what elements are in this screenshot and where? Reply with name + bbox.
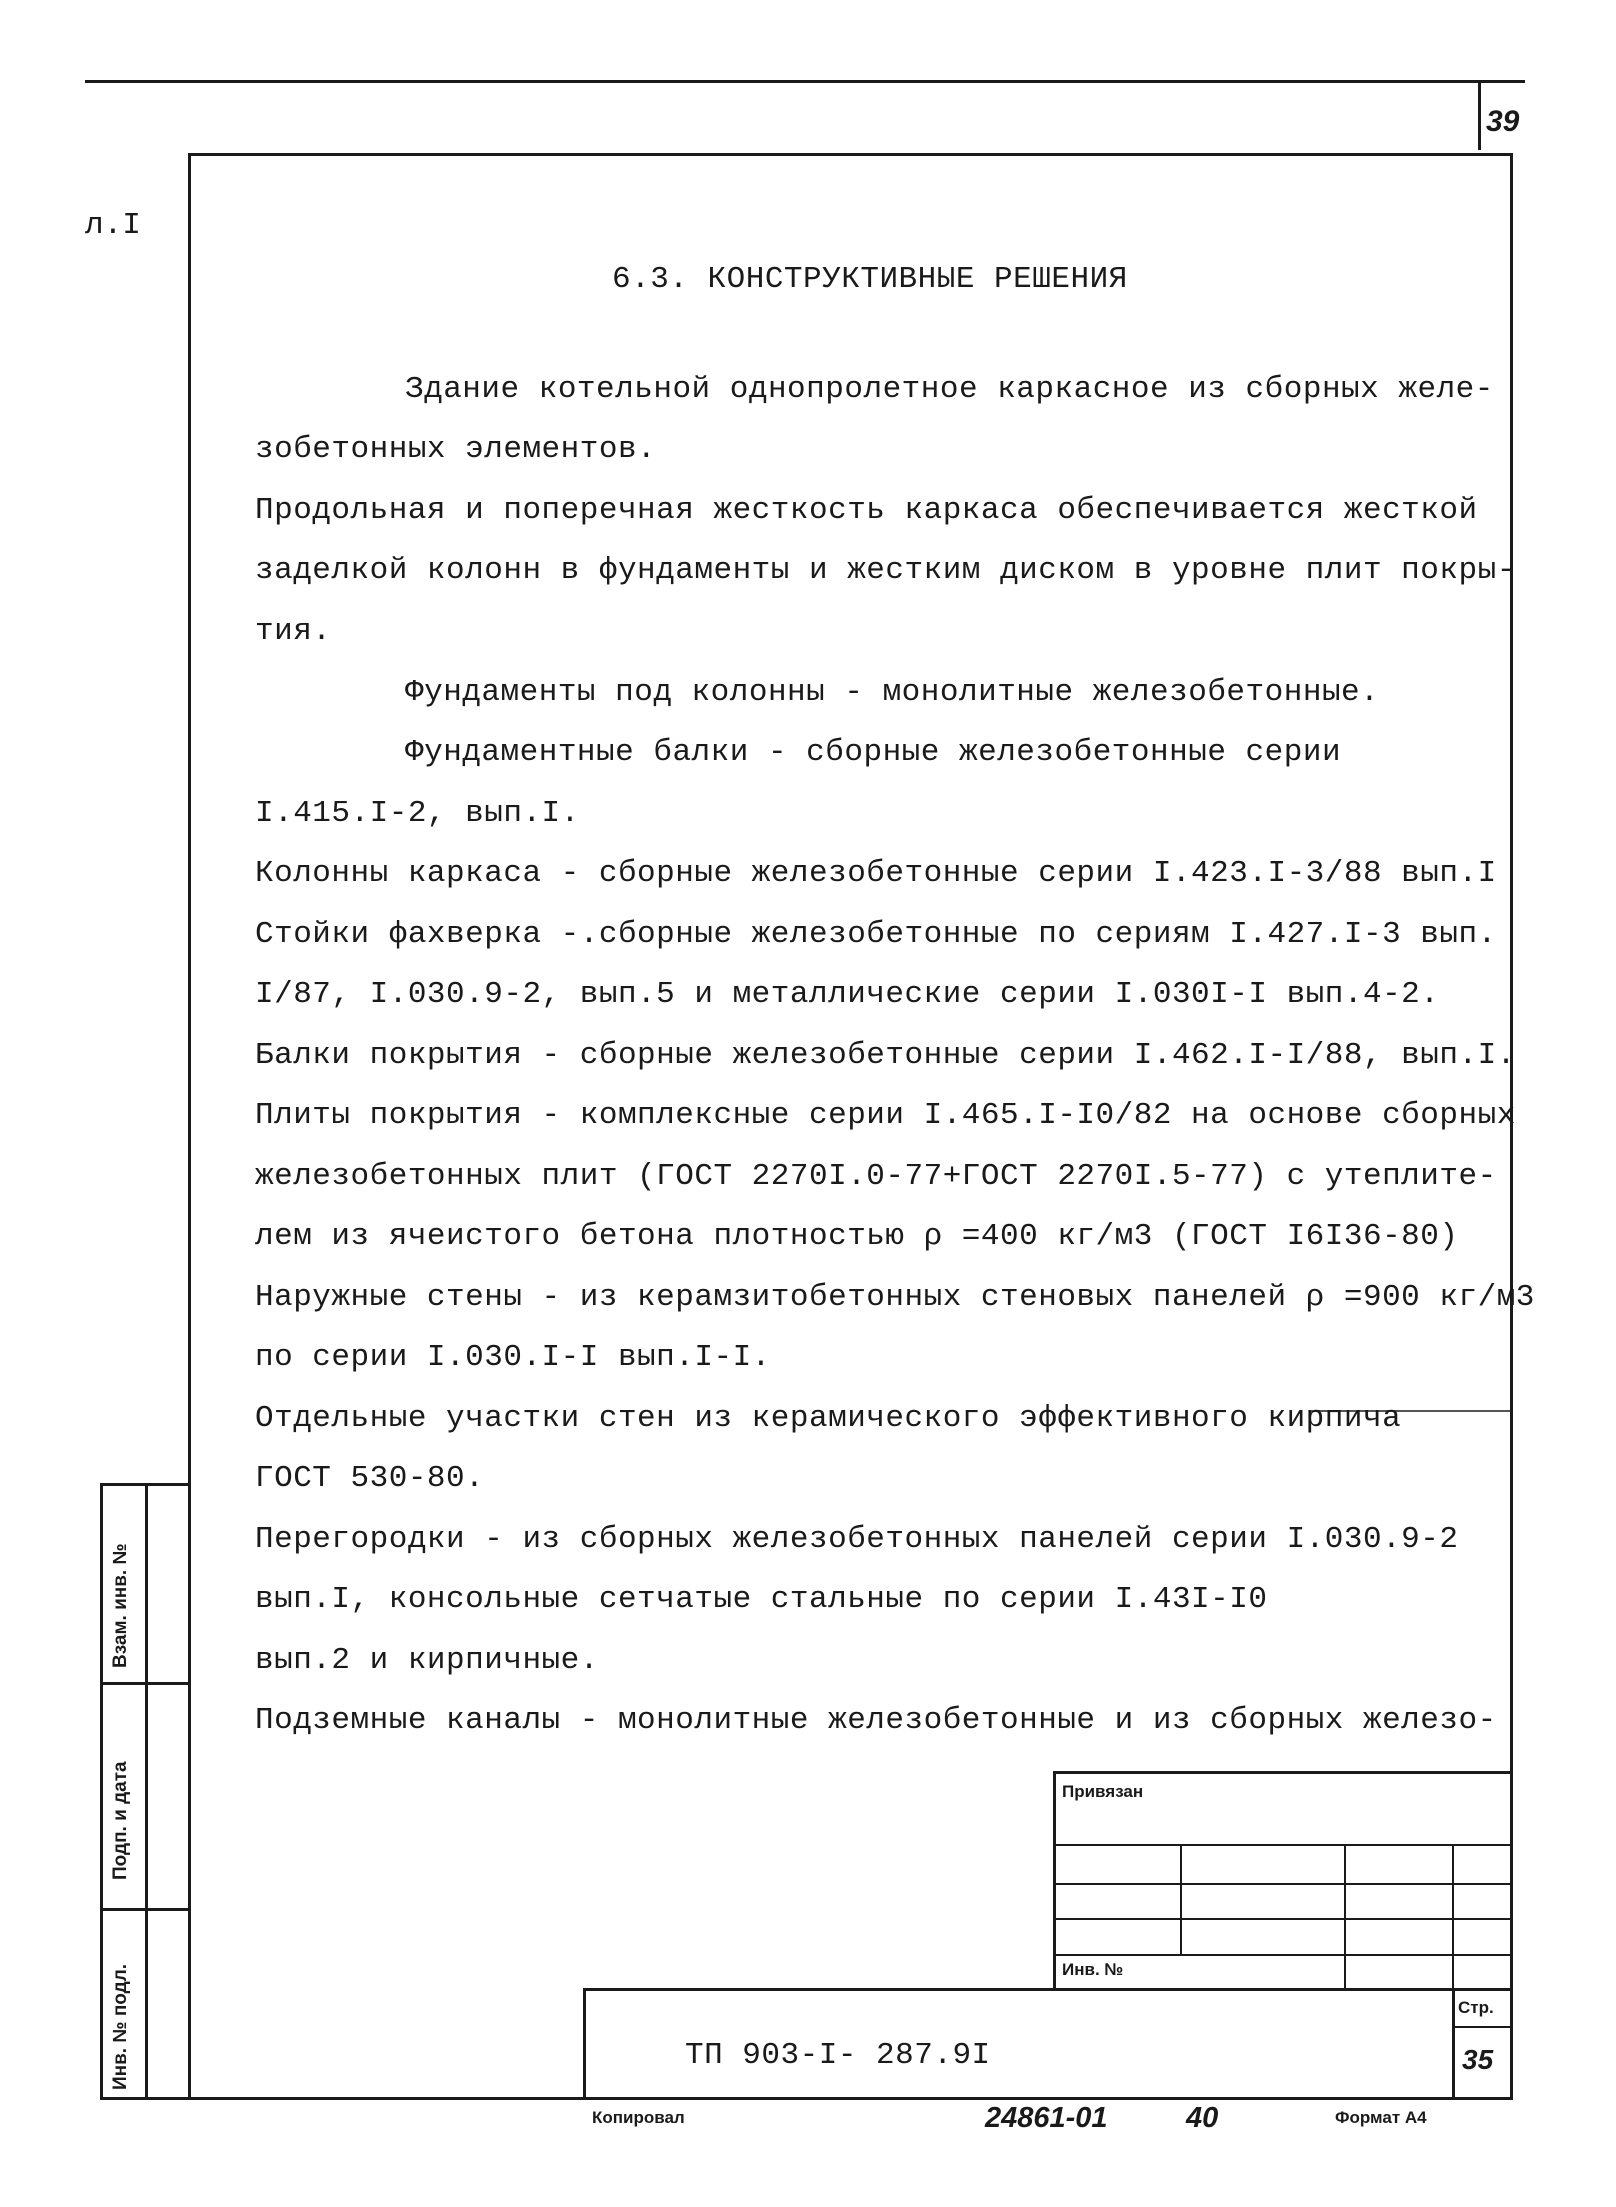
side-stamp-div1: [100, 1682, 190, 1685]
body-line-12: Балки покрытия - сборные железобетонные серии I.462.I-I/88, вып.I.: [255, 1038, 1516, 1073]
document-code: ТП 903-I- 287.9I: [685, 2038, 991, 2073]
copied-label: Копировал: [592, 2108, 685, 2127]
body-line-17: по серии I.030.I-I вып.I-I.: [255, 1340, 771, 1375]
body-line-21: вып.I, консольные сетчатые стальные по серии I.43I-I0: [255, 1582, 1268, 1617]
body-line-4: заделкой колонн в фундаменты и жестким диском в уровне плит покры-: [255, 553, 1516, 588]
body-line-19: ГОСТ 530-80.: [255, 1461, 485, 1496]
tb-upper-top: [1053, 1771, 1513, 1774]
page-number-top: 39: [1486, 105, 1520, 138]
tb-page-div: [1452, 2026, 1513, 2028]
body-line-22: вып.2 и кирпичные.: [255, 1643, 599, 1678]
stamp-number: 24861-01: [985, 2102, 1108, 2134]
body-line-6: Фундаменты под колонны - монолитные железобетонные.: [405, 675, 1380, 710]
body-line-20: Перегородки - из сборных железобетонных панелей серии I.030.9-2: [255, 1522, 1459, 1557]
tb-col-3: [1452, 1844, 1454, 1990]
body-line-23: Подземные каналы - монолитные железобетонные и из сборных железо-: [255, 1703, 1497, 1738]
tb-row-1: [1053, 1844, 1513, 1846]
body-line-8: I.415.I-2, вып.I.: [255, 796, 580, 831]
frame-bottom: [100, 2097, 1513, 2100]
side-stamp-field-1: Взам. инв. №: [110, 1543, 131, 1668]
body-line-13: Плиты покрытия - комплексные серии I.465.I-I0/82 на основе сборных: [255, 1098, 1516, 1133]
body-line-10: Стойки фахверка -.сборные железобетонные по сериям I.427.I-3 вып.: [255, 917, 1497, 952]
stamp-page: 40: [1186, 2102, 1219, 2134]
frame-left: [188, 153, 191, 2099]
side-stamp-div2: [100, 1908, 190, 1911]
body-line-18: Отдельные участки стен из керамического эффективного кирпича: [255, 1401, 1402, 1436]
body-line-16: Наружные стены - из керамзитобетонных стеновых панелей ρ =900 кг/м3: [255, 1280, 1535, 1315]
body-line-11: I/87, I.030.9-2, вып.5 и металлические серии I.030I-I вып.4-2.: [255, 977, 1440, 1012]
tb-row-3: [1053, 1918, 1513, 1920]
tb-row-2: [1053, 1883, 1513, 1885]
side-stamp-field-3: Инв. № подл.: [110, 1963, 131, 2090]
body-line-7: Фундаментные балки - сборные железобетонные серии: [405, 735, 1342, 770]
attached-label: Привязан: [1062, 1782, 1144, 1801]
format-label: Формат А4: [1335, 2108, 1427, 2127]
tb-col-1: [1180, 1844, 1182, 1956]
body-line-5: тия.: [255, 614, 332, 649]
frame-top: [188, 153, 1513, 156]
tb-lower-top: [583, 1988, 1513, 1991]
top-rule: [85, 80, 1525, 83]
side-stamp-field-2: Подп. и дата: [110, 1761, 131, 1880]
inv-label: Инв. №: [1062, 1960, 1124, 1979]
page-number: 35: [1462, 2044, 1494, 2075]
body-line-9: Колонны каркаса - сборные железобетонные серии I.423.I-3/88 вып.I: [255, 856, 1497, 891]
side-stamp-left: [100, 1483, 103, 2100]
body-line-1: Здание котельной однопролетное каркасное из сборных желе-: [405, 372, 1494, 407]
section-title: 6.3. КОНСТРУКТИВНЫЕ РЕШЕНИЯ: [612, 262, 1128, 297]
tb-col-2: [1344, 1844, 1346, 1990]
sheet-mark: л.I: [85, 208, 141, 243]
page-number-box-left: [1478, 82, 1481, 150]
tb-page-col: [1452, 1988, 1455, 2100]
side-stamp-mid: [145, 1483, 148, 2100]
body-line-14: железобетонных плит (ГОСТ 2270I.0-77+ГОСТ 2270I.5-77) с утеплите-: [255, 1159, 1497, 1194]
body-line-3: Продольная и поперечная жесткость каркаса обеспечивается жесткой: [255, 493, 1478, 528]
side-stamp-top: [100, 1483, 190, 1486]
body-line-15: лем из ячеистого бетона плотностью ρ =400 кг/м3 (ГОСТ I6I36-80): [255, 1219, 1459, 1254]
page-label: Стр.: [1458, 1998, 1494, 2017]
body-line-2: зобетонных элементов.: [255, 432, 657, 467]
tb-lower-left: [583, 1988, 586, 2100]
tb-row-4: [1053, 1954, 1513, 1956]
tb-upper-left: [1053, 1771, 1056, 1989]
